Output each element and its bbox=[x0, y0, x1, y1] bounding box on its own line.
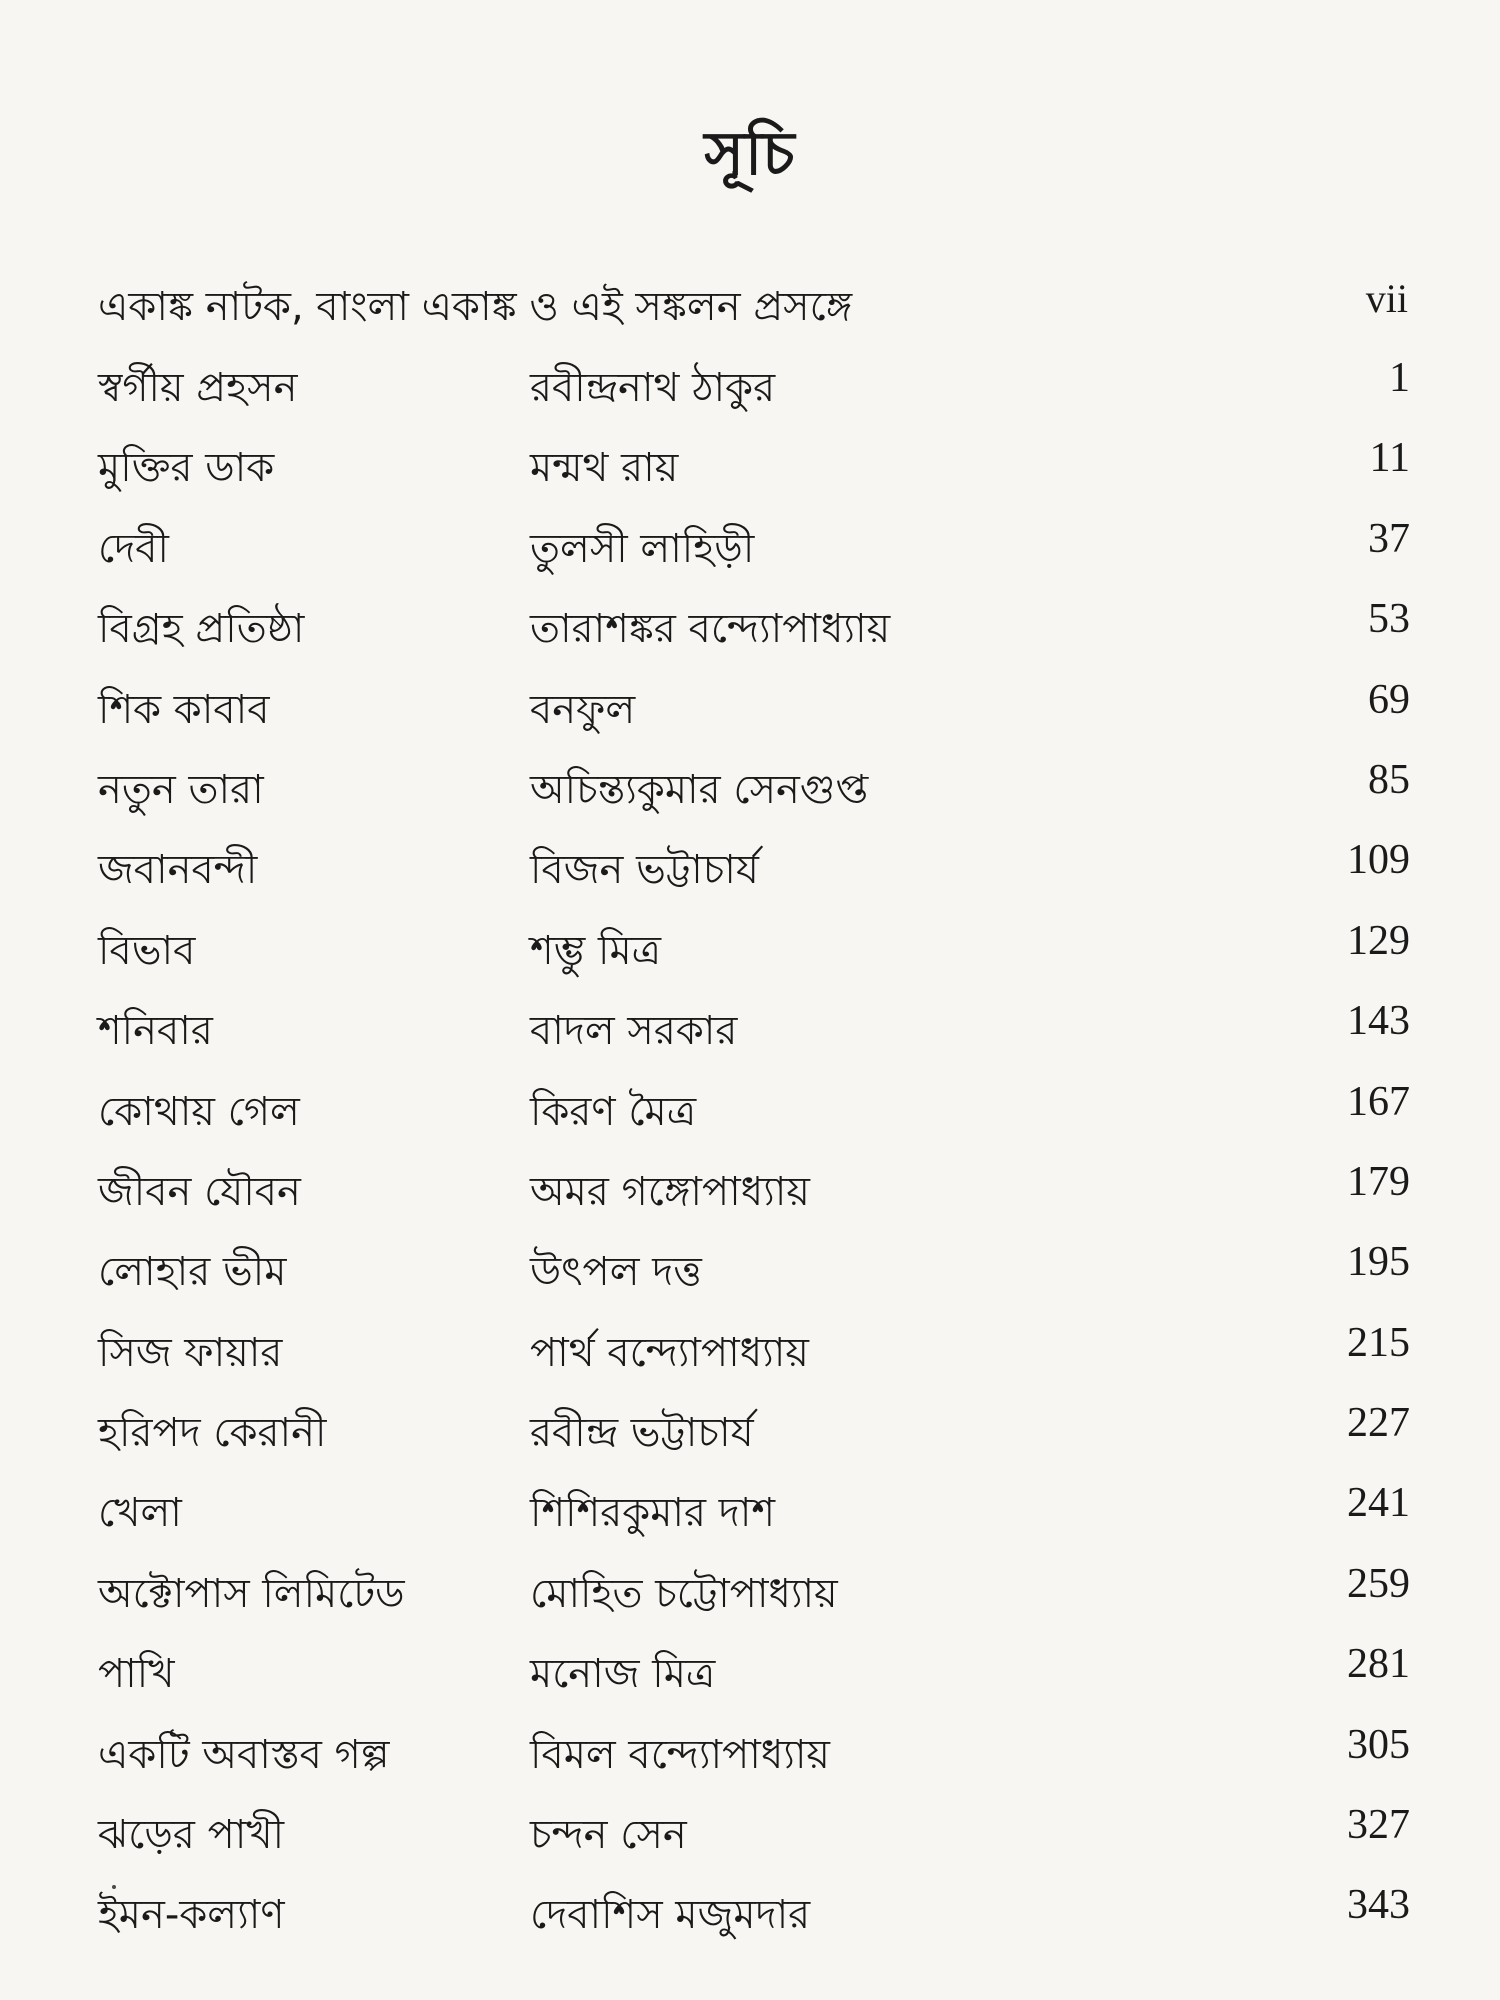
toc-entry bbox=[98, 430, 1410, 510]
entry-page-number: 343 bbox=[1347, 1882, 1410, 1929]
entry-page-number: 167 bbox=[1347, 1078, 1410, 1125]
toc-entry bbox=[98, 591, 1410, 671]
toc-entry bbox=[98, 913, 1410, 993]
entry-author: মনোজ মিত্র bbox=[530, 1651, 716, 1698]
entry-title: দেবী bbox=[98, 525, 169, 572]
entry-author: শিশিরকুমার দাশ bbox=[530, 1490, 776, 1537]
entry-page-number: 179 bbox=[1347, 1158, 1410, 1205]
entry-title: কোথায় গেল bbox=[98, 1088, 300, 1135]
entry-author: দেবাশিস মজুমদার bbox=[530, 1892, 811, 1939]
entry-author: অমর গঙ্গোপাধ্যায় bbox=[530, 1168, 810, 1215]
entry-page-number: 143 bbox=[1347, 998, 1410, 1045]
entry-author: বাদল সরকার bbox=[530, 1008, 738, 1055]
entry-page-number: 69 bbox=[1368, 676, 1410, 723]
entry-page-number: 129 bbox=[1347, 917, 1410, 964]
entry-author: রবীন্দ্র ভট্টাচার্য bbox=[530, 1410, 754, 1457]
entry-title: বিগ্রহ প্রতিষ্ঠা bbox=[98, 606, 305, 653]
toc-entry bbox=[98, 1797, 1410, 1877]
toc-entry bbox=[98, 1717, 1410, 1797]
toc-entry bbox=[98, 1475, 1410, 1555]
entry-title: নতুন তারা bbox=[98, 766, 264, 813]
toc-list bbox=[98, 350, 1410, 1958]
entry-title: ইমন-কল্যাণ bbox=[98, 1892, 285, 1939]
entry-page-number: 227 bbox=[1347, 1400, 1410, 1447]
entry-author: বিমল বন্দ্যোপাধ্যায় bbox=[530, 1731, 830, 1778]
toc-entry bbox=[98, 1074, 1410, 1154]
toc-intro-page: vii bbox=[1365, 276, 1408, 321]
entry-author: শম্ভু মিত্র bbox=[530, 927, 662, 974]
entry-title: অক্টোপাস লিমিটেড bbox=[98, 1570, 405, 1617]
toc-entry bbox=[98, 832, 1410, 912]
toc-entry bbox=[98, 1315, 1410, 1395]
entry-page-number: 195 bbox=[1347, 1239, 1410, 1286]
entry-author: তুলসী লাহিড়ী bbox=[530, 525, 755, 572]
entry-page-number: 37 bbox=[1368, 515, 1410, 562]
entry-title: সিজ ফায়ার bbox=[98, 1329, 283, 1376]
entry-page-number: 215 bbox=[1347, 1319, 1410, 1366]
entry-author: কিরণ মৈত্র bbox=[530, 1088, 697, 1135]
toc-entry bbox=[98, 752, 1410, 832]
entry-title: মুক্তির ডাক bbox=[98, 445, 275, 492]
entry-author: অচিন্ত্যকুমার সেনগুপ্ত bbox=[530, 766, 869, 813]
entry-author: তারাশঙ্কর বন্দ্যোপাধ্যায় bbox=[530, 606, 891, 653]
entry-title: জবানবন্দী bbox=[98, 847, 258, 894]
toc-entry bbox=[98, 1636, 1410, 1716]
entry-page-number: 305 bbox=[1347, 1721, 1410, 1768]
toc-intro-title: একাঙ্ক নাটক, বাংলা একাঙ্ক ও এই সঙ্কলন প্রসঙ্গে bbox=[98, 284, 853, 330]
entry-page-number: 85 bbox=[1368, 756, 1410, 803]
toc-entry bbox=[98, 1154, 1410, 1234]
entry-page-number: 281 bbox=[1347, 1641, 1410, 1688]
entry-title: পাখি bbox=[98, 1651, 175, 1698]
entry-title: বিভাব bbox=[98, 927, 196, 974]
print-speck bbox=[112, 1885, 116, 1889]
entry-author: মন্মথ রায় bbox=[530, 445, 679, 492]
entry-page-number: 1 bbox=[1389, 355, 1410, 401]
entry-title: হরিপদ কেরানী bbox=[98, 1410, 327, 1457]
entry-page-number: 53 bbox=[1368, 596, 1410, 643]
entry-author: চন্দন সেন bbox=[530, 1812, 687, 1859]
entry-page-number: 11 bbox=[1369, 435, 1410, 482]
entry-title: খেলা bbox=[98, 1490, 182, 1537]
toc-entry bbox=[98, 350, 1410, 430]
entry-title: শনিবার bbox=[98, 1008, 213, 1055]
toc-entry bbox=[98, 1234, 1410, 1314]
entry-page-number: 327 bbox=[1347, 1802, 1410, 1849]
page-title: সূচি bbox=[704, 119, 796, 189]
entry-page-number: 259 bbox=[1347, 1560, 1410, 1607]
entry-title: জীবন যৌবন bbox=[98, 1168, 301, 1215]
entry-title: শিক কাবাব bbox=[98, 686, 270, 733]
toc-entry bbox=[98, 993, 1410, 1073]
toc-entry bbox=[98, 1556, 1410, 1636]
toc-entry bbox=[98, 1395, 1410, 1475]
toc-entry bbox=[98, 511, 1410, 591]
toc-intro-row bbox=[98, 275, 1408, 335]
entry-title: স্বর্গীয় প্রহসন bbox=[98, 365, 298, 411]
entry-author: রবীন্দ্রনাথ ঠাকুর bbox=[530, 365, 776, 411]
entry-page-number: 109 bbox=[1347, 837, 1410, 884]
entry-title: ঝড়ের পাখী bbox=[98, 1812, 285, 1859]
entry-title: একটি অবাস্তব গল্প bbox=[98, 1731, 390, 1778]
entry-author: পার্থ বন্দ্যোপাধ্যায় bbox=[530, 1329, 809, 1376]
entry-title: লোহার ভীম bbox=[98, 1249, 287, 1296]
toc-entry bbox=[98, 672, 1410, 752]
entry-author: উৎপল দত্ত bbox=[530, 1249, 702, 1296]
toc-entry bbox=[98, 1877, 1410, 1957]
entry-author: বনফুল bbox=[530, 686, 636, 733]
entry-author: বিজন ভট্টাচার্য bbox=[530, 847, 759, 894]
entry-page-number: 241 bbox=[1347, 1480, 1410, 1527]
entry-author: মোহিত চট্টোপাধ্যায় bbox=[530, 1570, 838, 1617]
